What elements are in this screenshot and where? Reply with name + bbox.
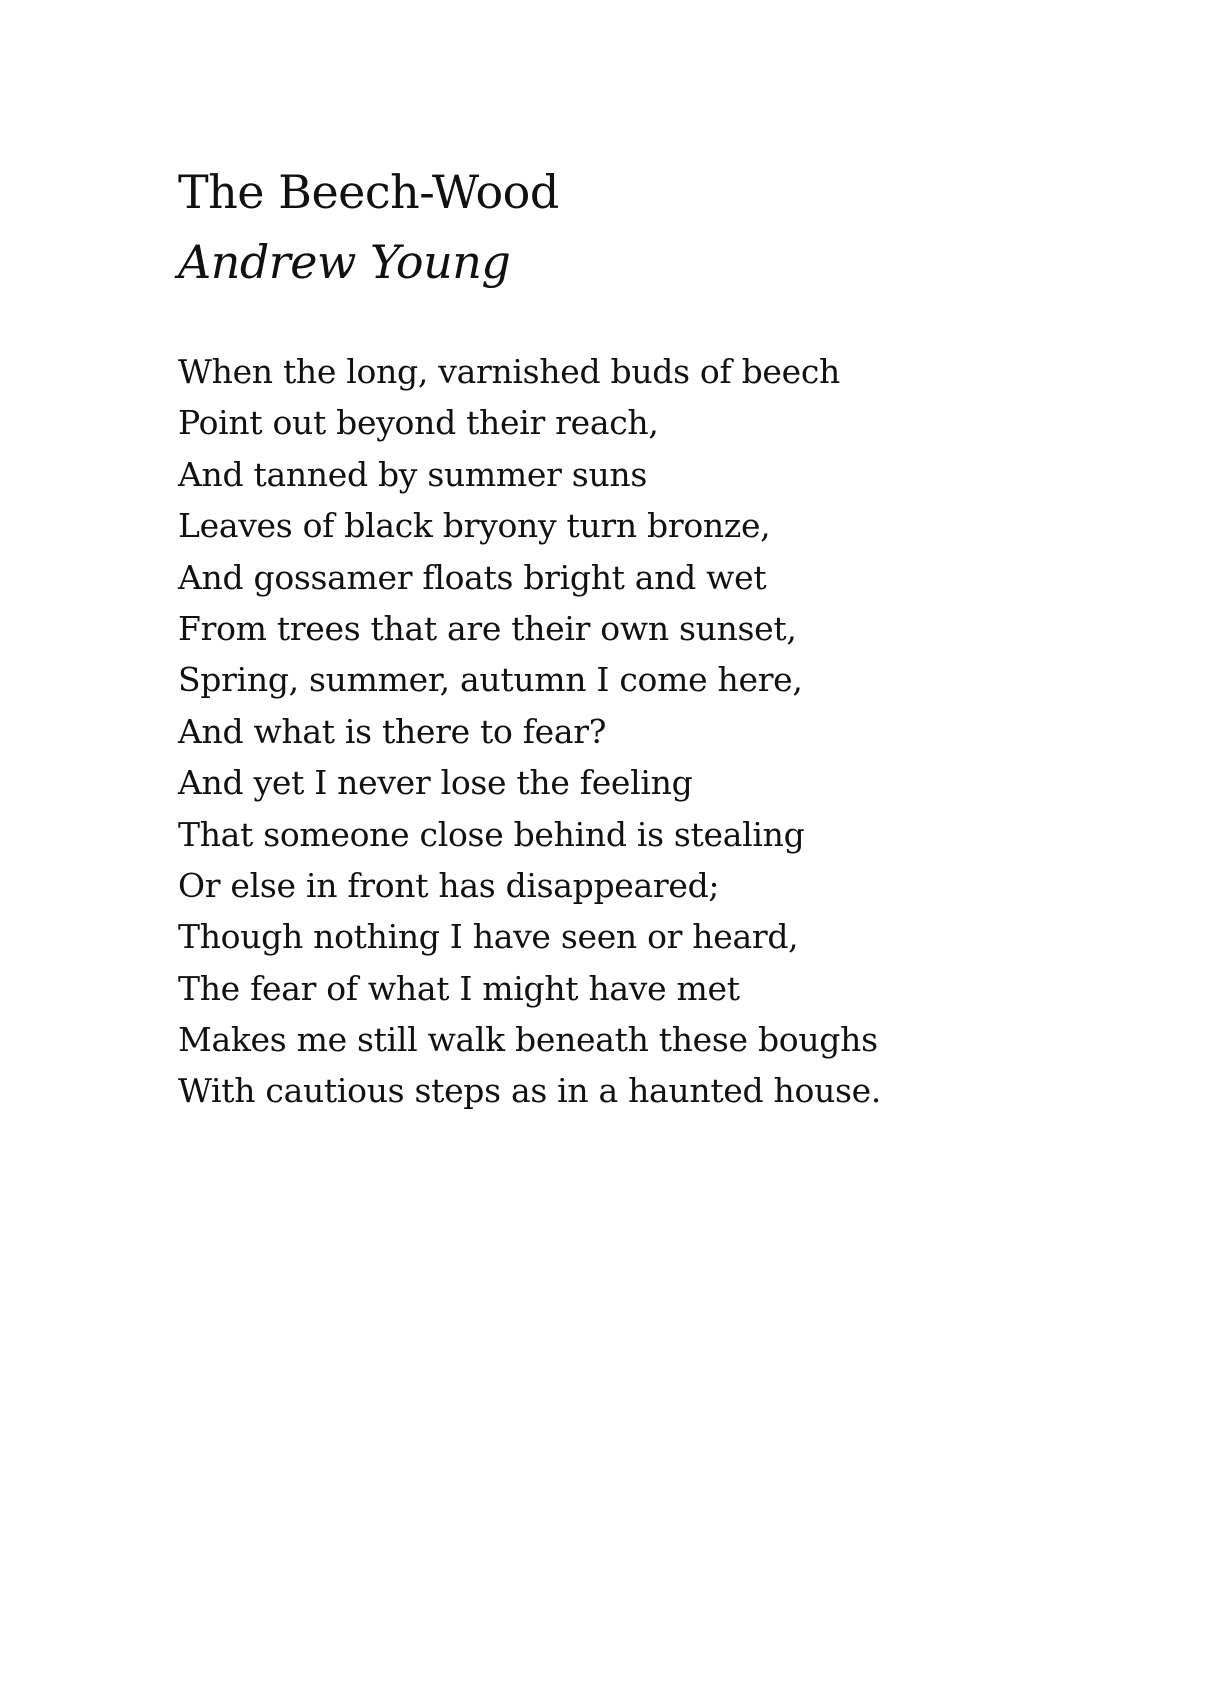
poem-title: The Beech-Wood [178, 165, 559, 219]
poem-line: Point out beyond their reach, [178, 403, 659, 443]
poem-line: And gossamer floats bright and wet [178, 557, 767, 597]
poem-body [178, 346, 881, 1117]
poem-line: With cautious steps as in a haunted house. [178, 1071, 882, 1111]
poem-line: Makes me still walk beneath these boughs [178, 1020, 878, 1060]
poem-line: And what is there to fear? [178, 711, 607, 751]
poem-line: When the long, varnished buds of beech [178, 352, 841, 391]
poem-author: Andrew Young [178, 235, 511, 289]
poem-line: Spring, summer, autumn I come here, [178, 660, 803, 700]
poem-line: And yet I never lose the feeling [178, 763, 693, 803]
poem-line: The fear of what I might have met [178, 968, 740, 1008]
poem-line: Or else in front has disappeared; [178, 865, 720, 905]
poem-line: That someone close behind is stealing [178, 814, 805, 854]
poem-line: Leaves of black bryony turn bronze, [178, 506, 771, 546]
poem-line: Though nothing I have seen or heard, [178, 917, 799, 957]
poem-line: And tanned by summer suns [178, 454, 647, 494]
poem-line: From trees that are their own sunset, [178, 608, 797, 648]
